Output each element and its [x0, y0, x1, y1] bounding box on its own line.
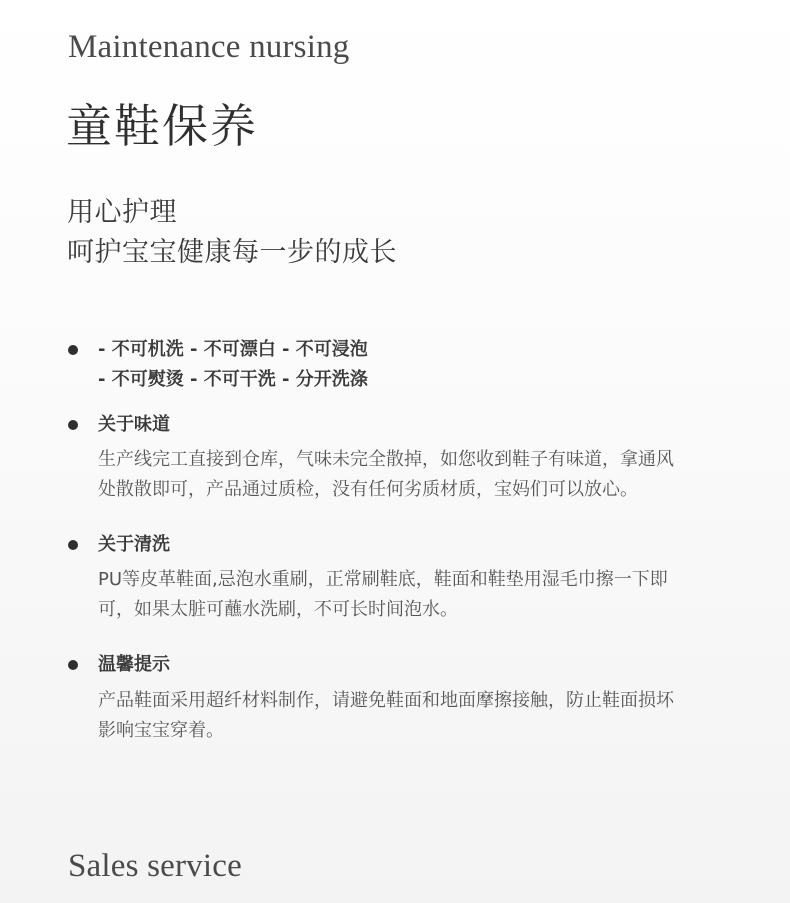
subtitle-line: 呵护宝宝健康每一步的成长	[67, 237, 397, 268]
subtitle	[67, 193, 397, 273]
section-body	[98, 565, 733, 625]
care-rules-line: - 不可熨烫 - 不可干洗 - 分开洗涤	[98, 369, 368, 390]
section-body-line: PU等皮革鞋面,忌泡水重刷，正常刷鞋底，鞋面和鞋垫用湿毛巾擦一下即	[98, 569, 668, 590]
section-body-line: 处散散即可，产品通过质检，没有任何劣质材质，宝妈们可以放心。	[98, 479, 638, 500]
section-title: 关于清洗	[98, 534, 170, 555]
section-title: 关于味道	[98, 414, 170, 435]
bullet-icon	[68, 420, 78, 430]
english-section-heading: Sales service	[68, 848, 242, 884]
section-body-line: 生产线完工直接到仓库，气味未完全散掉，如您收到鞋子有味道，拿通风	[98, 449, 674, 470]
list-item	[68, 533, 733, 623]
bullet-icon	[68, 345, 78, 355]
section-body	[98, 445, 733, 505]
care-rules	[98, 335, 368, 395]
list-item	[68, 653, 733, 748]
care-rules-item	[68, 338, 733, 398]
list-item	[68, 413, 733, 503]
care-rules-line: - 不可机洗 - 不可漂白 - 不可浸泡	[98, 339, 368, 360]
section-body	[98, 686, 733, 746]
section-title: 温馨提示	[98, 654, 170, 675]
section-body-line: 产品鞋面采用超纤材料制作，请避免鞋面和地面摩擦接触，防止鞋面损坏	[98, 690, 674, 711]
section-body-line: 影响宝宝穿着。	[98, 720, 224, 741]
page-title: 童鞋保养	[66, 99, 258, 153]
bullet-icon	[68, 660, 78, 670]
section-body-line: 可，如果太脏可蘸水洗刷，不可长时间泡水。	[98, 599, 458, 620]
subtitle-line: 用心护理	[67, 197, 177, 228]
bullet-icon	[68, 540, 78, 550]
english-section-heading: Maintenance nursing	[68, 29, 350, 65]
